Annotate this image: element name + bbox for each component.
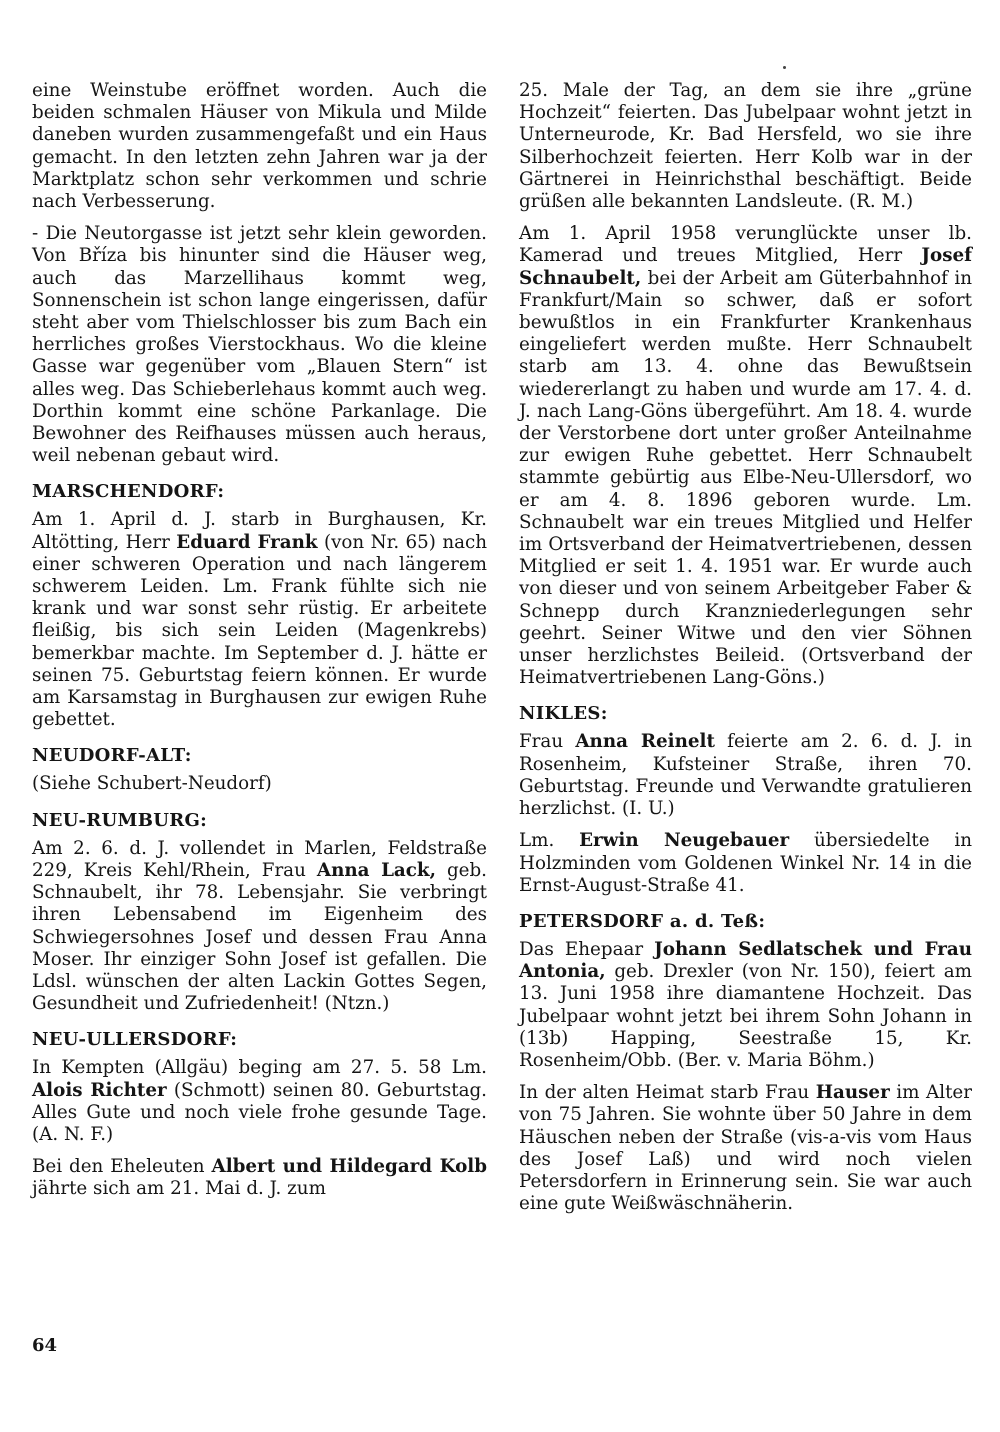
text: Am 2. 6. d. J. vollendet in Marlen, Feldstraße 229, Kreis Kehl/Rhein, Frau <box>32 837 487 881</box>
heading-petersdorf: PETERSDORF a. d. Teß: <box>519 910 766 932</box>
person-name: Anna Lack, <box>316 859 436 881</box>
text: In Kempten (Allgäu) beging am 27. 5. 58 Lm. <box>32 1057 487 1079</box>
paragraph-neutorgasse: - Die Neutorgasse ist jetzt sehr klein geworden. Von Bříza bis hinunter sind die Häuser weg, auch das Marzellihaus kommt weg, Sonnenschein ist schon lange eingerissen, dafür steht aber vom Thielschlosser bis zum Bach ein herrliches großes Vierstockhaus. Wo die kleine Gasse war gegenüber vom „Blauen Stern“ ist alles weg. Das Schieberlehaus kommt auch weg. Dorthin kommt eine schöne Parkanlage. Die Bewohner des Reifhauses müssen auch heraus, weil nebenan gebaut wird. <box>32 223 487 467</box>
text: feierte am 2. 6. d. J. in Rosenheim, Kufsteiner Straße, ihren 70. Geburtstag. Freunde und Verwandte gratulieren herzlichst. (I. U.) <box>519 731 972 820</box>
person-name: Erwin Neugebauer <box>579 830 790 852</box>
text: Lm. <box>519 830 580 852</box>
paragraph-eduard-frank <box>32 509 487 731</box>
heading-nikles: NIKLES: <box>519 703 608 725</box>
paragraph-kolb <box>32 1156 487 1200</box>
text: Das Ehepaar <box>519 938 655 960</box>
paragraph-josef-schnaubelt <box>519 223 972 689</box>
right-column <box>519 80 972 1225</box>
text: Am 1. April d. J. starb in Burghausen, Kr. Altötting, Herr <box>32 509 487 553</box>
person-name: Alois Richter <box>32 1079 167 1101</box>
heading-neudorf-alt: NEUDORF-ALT: <box>32 745 192 767</box>
text: Frau <box>519 731 576 753</box>
text: jährte sich am 21. Mai d. J. zum <box>32 1178 326 1200</box>
text: geb. Schnaubelt, ihr 78. Lebensjahr. Sie verbringt ihren Lebensabend im Eigenheim des Schwiegersohnes Josef und dessen Frau Anna Moser. Ihr einziger Sohn Josef ist gefallen. Die Ldsl. wünschen der alten Lackin Gottes Segen, Gesundheit und Zufriedenheit! (Ntzn.) <box>32 859 487 1015</box>
paragraph-anna-lack <box>32 838 487 1016</box>
paragraph-hauser <box>519 1082 972 1215</box>
text: (von Nr. 65) nach einer schweren Operation und nach längerem schwerem Leiden. Lm. Frank fühlte sich nie krank und war sonst sehr rüstig. Er arbeitete fleißig, bis sich sein Leiden (Magenkrebs) bemerkbar machte. Im September d. J. hätte er seinen 75. Geburtstag feiern können. Er wurde am Karsamstag in Burghausen zur ewigen Ruhe gebettet. <box>32 531 488 731</box>
paragraph-alois-richter <box>32 1057 487 1146</box>
text: (Schmott) seinen 80. Geburtstag. Alles Gute und noch viele frohe gesunde Tage. (A. N. F.) <box>32 1079 487 1145</box>
paragraph-erwin-neugebauer <box>519 830 972 897</box>
paragraph-sedlatschek <box>519 939 972 1072</box>
text: Am 1. April 1958 verunglückte unser lb. Kamerad und treues Mitglied, Herr <box>519 223 972 267</box>
print-speck <box>783 66 786 69</box>
person-name: Albert und Hildegard Kolb <box>211 1156 487 1178</box>
person-name: Josef Schnaubelt, <box>519 245 972 289</box>
person-name: Eduard Frank <box>176 531 318 553</box>
person-name: Johann Sedlatschek und Frau Antonia, <box>519 938 972 983</box>
text: übersiedelte in Holzminden vom Goldenen Winkel Nr. 14 in die Ernst-August-Straße 41. <box>519 830 972 896</box>
paragraph-anna-reinelt <box>519 731 972 820</box>
heading-neu-ullersdorf: NEU-ULLERSDORF: <box>32 1029 238 1051</box>
page-number: 64 <box>32 1335 58 1356</box>
person-name: Hauser <box>815 1082 890 1104</box>
text: In der alten Heimat starb Frau <box>519 1082 816 1104</box>
text: im Alter von 75 Jahren. Sie wohnte über 50 Jahre in dem Häuschen neben der Straße (vis-a-vis vom Haus des Josef Laß) und wird noch vielen Petersdorfern in Erinnerung sein. Sie war auch eine gute Weißwäschnäherin. <box>519 1082 972 1215</box>
paragraph-kolb-continued: 25. Male der Tag, an dem sie ihre „grüne Hochzeit“ feierten. Das Jubelpaar wohnt jetzt in Unterneurode, Kr. Bad Hersfeld, wo sie ihre Silberhochzeit feierten. Herr Kolb war in der Gärtnerei in Heinrichsthal beschäftigt. Beide grüßen alle bekannten Landsleute. (R. M.) <box>519 80 972 213</box>
heading-marschendorf: MARSCHENDORF: <box>32 481 225 503</box>
person-name: Anna Reinelt <box>575 731 715 753</box>
paragraph-marktplatz: eine Weinstube eröffnet worden. Auch die beiden schmalen Häuser von Mikula und Milde daneben wurden zusammengefaßt und ein Haus gemacht. In den letzten zehn Jahren war ja der Marktplatz schon sehr verkommen und schrie nach Verbesserung. <box>32 80 487 213</box>
heading-neu-rumburg: NEU-RUMBURG: <box>32 809 208 831</box>
left-column <box>32 80 487 1211</box>
paragraph-neudorf-alt: (Siehe Schubert-Neudorf) <box>32 773 272 795</box>
text: bei der Arbeit am Güterbahnhof in Frankfurt/Main so schwer, daß er sofort bewußtlos in ein Frankfurter Krankenhaus eingeliefert werden mußte. Herr Schnaubelt starb am 13. 4. ohne das Bewußtsein wiedererlangt zu haben und wurde am 17. 4. d. J. nach Lang-Göns übergeführt. Am 18. 4. wurde der Verstorbene dort unter großer Anteilnahme zur ewigen Ruhe gebettet. Herr Schnaubelt stammte gebürtig aus Elbe-Neu-Ullersdorf, wo er am 4. 8. 1896 geboren wurde. Lm. Schnaubelt war ein treues Mitglied und Helfer im Ortsverband der Heimatvertriebenen, dessen Mitglied er seit 1. 4. 1951 war. Er wurde auch von dieser und von seinem Arbeitgeber Faber & Schnepp durch Kranzniederlegungen sehr geehrt. Seiner Witwe und den vier Söhnen unser herzlichstes Beileid. (Ortsverband der Heimatvertriebenen Lang-Göns.) <box>519 267 972 689</box>
text: Bei den Eheleuten <box>32 1156 212 1178</box>
text: geb. Drexler (von Nr. 150), feiert am 13. Juni 1958 ihre diamantene Hochzeit. Das Jubelpaar wohnt jetzt bei ihrem Sohn Johann in (13b) Happing, Seestraße 15, Kr. Rosenheim/Obb. (Ber. v. Maria Böhm.) <box>519 961 972 1071</box>
